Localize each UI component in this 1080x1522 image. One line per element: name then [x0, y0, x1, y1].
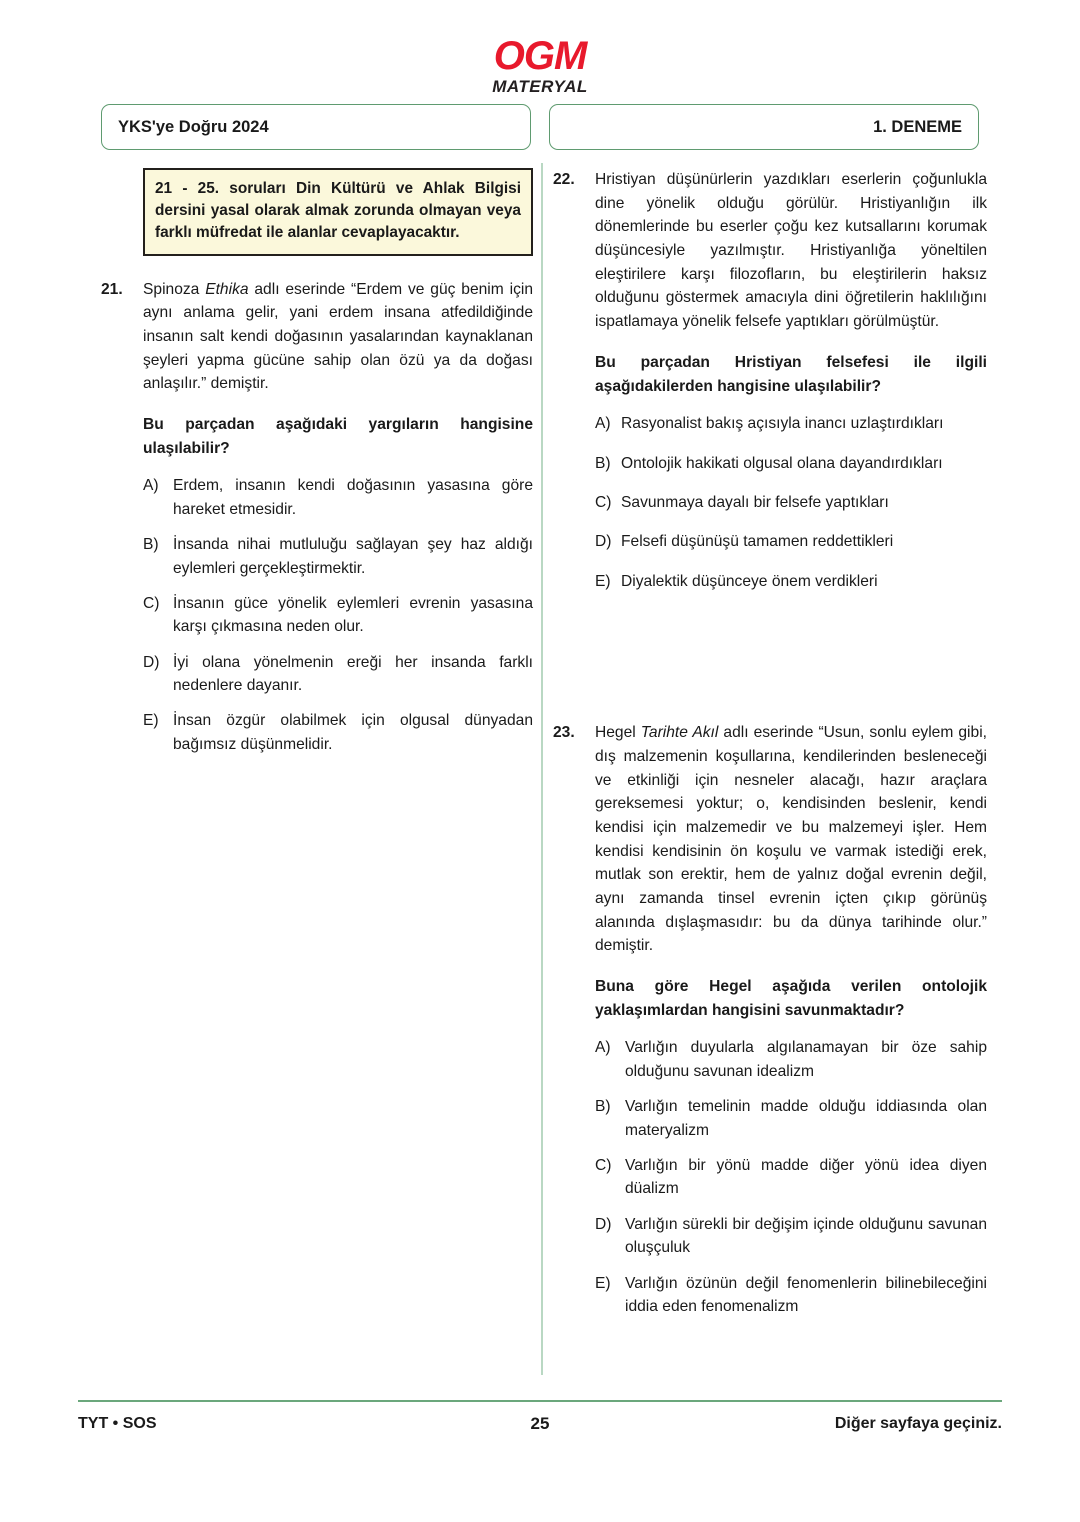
footer-page-number: 25	[530, 1414, 550, 1433]
header-trial-number-label: 1. DENEME	[873, 117, 962, 136]
header-exam-name-label: YKS'ye Doğru 2024	[118, 117, 269, 136]
option-c-letter: C)	[595, 493, 612, 511]
question-23	[553, 721, 987, 1330]
footer-next-page-label: Diğer sayfaya geçiniz.	[834, 1415, 1002, 1432]
option-a[interactable]	[595, 1036, 987, 1083]
option-e[interactable]	[595, 570, 987, 593]
question-23-number: 23.	[553, 724, 575, 742]
option-e-letter: E)	[143, 712, 159, 730]
question-23-passage	[595, 721, 987, 958]
option-b-text: Ontolojik hakikati olgusal olana dayandırdıkları	[621, 454, 943, 472]
option-e-text: Diyalektik düşünceye önem verdikleri	[621, 572, 878, 590]
option-c[interactable]	[595, 491, 987, 514]
option-e[interactable]	[595, 1272, 987, 1319]
option-b-text: İnsanda nihai mutluluğu sağlayan şey haz aldığı eylemleri gerçekleştirmektir.	[173, 536, 533, 577]
option-c-letter: C)	[143, 594, 160, 612]
left-column	[101, 168, 533, 768]
option-d-text: Varlığın sürekli bir değişim içinde olduğunu savunan oluşçuluk	[625, 1215, 987, 1257]
question-23-passage-pre: Hegel	[595, 724, 641, 742]
logo-primary-text: OGM	[493, 34, 587, 78]
option-d-letter: D)	[595, 1215, 612, 1233]
instruction-text: 21 - 25. soruları Din Kültürü ve Ahlak Bilgisi dersini yasal olarak almak zorunda olmayan veya farklı müfredat ile alanlar cevaplayacaktır.	[155, 180, 521, 242]
option-d-letter: D)	[595, 533, 612, 551]
option-b-text: Varlığın temelinin madde olduğu iddiasında olan materyalizm	[625, 1098, 987, 1139]
option-a[interactable]	[143, 474, 533, 521]
option-d[interactable]	[143, 651, 533, 698]
option-e-letter: E)	[595, 572, 611, 590]
question-23-options	[595, 1036, 987, 1318]
question-22-options	[595, 412, 987, 593]
question-21-passage-italic: Ethika	[205, 280, 249, 298]
option-e-text: Varlığın özünün değil fenomenlerin bilinebileceğini iddia eden fenomenalizm	[625, 1274, 987, 1315]
option-b[interactable]	[143, 533, 533, 580]
option-d-text: İyi olana yönelmenin ereği her insanda farklı nedenlere dayanır.	[173, 653, 533, 695]
question-21-options	[143, 474, 533, 756]
option-b[interactable]	[595, 452, 987, 475]
question-23-passage-italic: Tarihte Akıl	[640, 724, 719, 742]
option-a-letter: A)	[595, 415, 611, 433]
option-a-letter: A)	[143, 477, 159, 495]
question-22-number: 22.	[553, 171, 575, 188]
question-22-passage: Hristiyan düşünürlerin yazdıkları eserlerin çoğunlukla dine yönelik olduğu görülür. Hristiyanlığın ilk dönemlerinde bu eserler çoğu kez kutsallarını korumak düşüncesiyle yazılmıştır. Hristiyanlığa yöneltilen eleştirilere karşı filozofların, bu eleştirilerin haksız olduğunu göstermek amacıyla dini öğretilerin haklılığını ispatlamaya yönelik felsefe yaptıkları görülmüştür.	[595, 171, 987, 331]
option-a-text: Rasyonalist bakış açısıyla inancı uzlaştırdıkları	[621, 415, 944, 433]
header-box-exam-name	[101, 104, 531, 150]
question-21-number: 21.	[101, 280, 123, 298]
question-23-passage-post: adlı eserinde “Usun, sonlu eylem gibi, dış malzemenin koşullarına, kendilerinden besleneceği ve etkinliği için nesneler alacağı, hazır araçlara gereksemesi yoktur; o, kendisinden beslenir, kendi kendisi için malzemedir ve bu malzemeyi işler. Hem kendisi kendisinin ön koşulu ve varmak istediği erek, mutlak son erektir, hem de yalnız doğal evrenin değil, aynı zamanda tinsel evrenin içten çıkıp görünüş alanında dışlaşmasıdır: bu da dünya tarihinde olur.” demiştir.	[595, 724, 987, 955]
question-21-prompt: Bu parçadan aşağıdaki yargıların hangisine ulaşılabilir?	[143, 415, 533, 457]
option-e-letter: E)	[595, 1274, 611, 1292]
ogm-materyal-logo	[0, 36, 1080, 95]
option-a[interactable]	[595, 412, 987, 435]
option-c[interactable]	[595, 1154, 987, 1201]
page-footer	[78, 1415, 1002, 1433]
option-d-text: Felsefi düşünüşü tamamen reddettikleri	[621, 533, 894, 551]
option-a-text: Varlığın duyularla algılanamayan bir öze sahip olduğunu savunan idealizm	[625, 1039, 987, 1080]
question-23-prompt: Buna göre Hegel aşağıda verilen ontolojik yaklaşımlardan hangisini savunmaktadır?	[595, 978, 987, 1019]
footer-subject-label: TYT • SOS	[78, 1415, 157, 1432]
option-c-text: Savunmaya dayalı bir felsefe yaptıkları	[621, 493, 889, 511]
option-a-text: Erdem, insanın kendi doğasının yasasına göre hareket etmesidir.	[173, 477, 533, 518]
footer-divider-line	[78, 1400, 1002, 1402]
option-b-letter: B)	[595, 1098, 611, 1116]
option-d[interactable]	[595, 530, 987, 553]
option-b-letter: B)	[595, 454, 611, 472]
option-a-letter: A)	[595, 1039, 611, 1057]
question-21	[101, 278, 533, 769]
option-c-letter: C)	[595, 1156, 612, 1174]
instruction-box	[143, 168, 533, 256]
option-c-text: İnsanın güce yönelik eylemleri evrenin yasasına karşı çıkmasına neden olur.	[173, 594, 533, 636]
option-b[interactable]	[595, 1095, 987, 1142]
right-column	[553, 168, 987, 1330]
column-divider	[541, 163, 543, 1375]
option-b-letter: B)	[143, 536, 159, 554]
question-22	[553, 168, 987, 609]
option-d[interactable]	[595, 1213, 987, 1260]
question-21-passage	[143, 278, 533, 396]
option-e-text: İnsan özgür olabilmek için olgusal dünyadan bağımsız düşünmelidir.	[173, 712, 533, 753]
question-22-prompt: Bu parçadan Hristiyan felsefesi ile ilgili aşağıdakilerden hangisine ulaşılabilir?	[595, 353, 987, 395]
option-d-letter: D)	[143, 653, 160, 671]
header-bar	[101, 104, 979, 150]
question-21-passage-pre: Spinoza	[143, 280, 206, 298]
option-c[interactable]	[143, 592, 533, 639]
logo-secondary-text: MATERYAL	[492, 77, 588, 96]
header-box-trial-number	[549, 104, 979, 150]
option-e[interactable]	[143, 709, 533, 756]
option-c-text: Varlığın bir yönü madde diğer yönü idea diyen düalizm	[625, 1156, 987, 1198]
question-21-passage-post: adlı eserinde “Erdem ve güç benim için aynı anlama gelir, yani erdem insana atfedildiğinde insanın salt kendi doğasının yasalarından kaynaklanan şeyleri yapma gücüne sahip olan özü ya da doğası anlaşılır.” demiştir.	[143, 280, 534, 393]
